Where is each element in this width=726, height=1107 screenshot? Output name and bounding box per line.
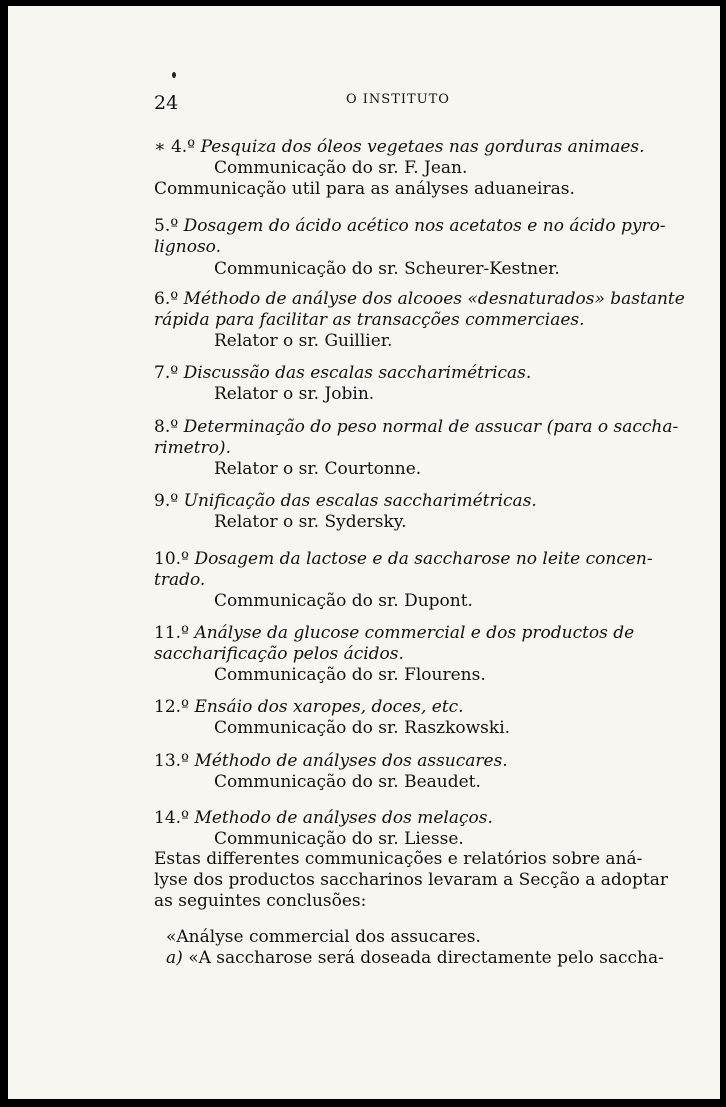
list-item-heading [154,696,634,718]
item-number: 5.º [154,216,179,236]
item-title-continued: lignoso. [154,237,222,257]
running-head: O INSTITUTO [346,92,450,107]
paragraph-line: as seguintes conclusões: [154,891,367,911]
list-item-heading [154,622,634,644]
item-title: Dosagem da lactose e da saccharose no leite concen- [194,549,653,569]
list-item-heading [154,548,653,570]
item-body: Communicação do sr. Beaudet. [214,772,481,792]
item-number: 11.º [154,623,190,643]
item-number: 9.º [154,491,179,511]
item-title: Determinação do peso normal de assucar (para o saccha- [183,417,679,437]
item-body: Communicação do sr. Liesse. [214,829,464,849]
ink-speck [172,72,176,78]
item-body: Communicação do sr. Dupont. [214,591,473,611]
item-number: ∗ 4.º [154,137,196,157]
quote-item-text: «A saccharose será doseada directamente pelo saccha- [188,948,664,968]
paragraph-line: Estas differentes communicações e relatórios sobre aná- [154,849,643,869]
item-number: 13.º [154,751,190,771]
item-title: Ensáio dos xaropes, doces, etc. [194,697,464,717]
item-title-continued: saccharificação pelos ácidos. [154,644,404,664]
paragraph-line: lyse dos productos saccharinos levaram a Secção a adoptar [154,870,668,890]
item-body: Relator o sr. Sydersky. [214,512,407,532]
list-item-heading [154,136,645,158]
item-title-continued: trado. [154,570,206,590]
item-title-continued: rápida para facilitar as transacções commerciaes. [154,310,585,330]
item-number: 10.º [154,549,190,569]
list-item-heading [154,215,666,237]
list-item-heading [154,416,679,438]
item-body: Communicação do sr. F. Jean. [214,158,468,178]
list-item-heading [154,362,634,384]
list-item-heading [154,288,685,310]
item-number: 7.º [154,363,179,383]
book-page [8,6,720,1099]
page-number: 24 [154,92,179,114]
list-item-heading [154,750,634,772]
item-body: Communicação do sr. Scheurer-Kestner. [214,259,560,279]
item-note: Communicação util para as anályses aduaneiras. [154,179,575,199]
item-number: 14.º [154,808,190,828]
item-number: 6.º [154,289,179,309]
quote-item [166,947,664,969]
item-body: Relator o sr. Jobin. [214,384,375,404]
item-body: Communicação do sr. Raszkowski. [214,718,511,738]
item-body: Relator o sr. Guillier. [214,331,393,351]
list-item-heading [154,490,634,512]
item-title: Méthodo de anályse dos alcooes «desnaturados» bastante [183,289,685,309]
item-title: Discussão das escalas saccharimétricas. [183,363,532,383]
quote-heading: «Anályse commercial dos assucares. [166,927,481,947]
list-item-heading [154,807,634,829]
item-title: Unificação das escalas saccharimétricas. [183,491,537,511]
item-number: 12.º [154,697,190,717]
item-title: Methodo de anályses dos melaços. [194,808,493,828]
item-title: Méthodo de anályses dos assucares. [194,751,508,771]
item-title: Anályse da glucose commercial e dos productos de [194,623,635,643]
item-body: Communicação do sr. Flourens. [214,665,486,685]
item-title: Pesquiza dos óleos vegetaes nas gorduras animaes. [200,137,645,157]
item-title: Dosagem do ácido acético nos acetatos e no ácido pyro- [183,216,666,236]
item-title-continued: rimetro). [154,438,231,458]
quote-item-label: a) [166,948,183,968]
item-number: 8.º [154,417,179,437]
item-body: Relator o sr. Courtonne. [214,459,422,479]
